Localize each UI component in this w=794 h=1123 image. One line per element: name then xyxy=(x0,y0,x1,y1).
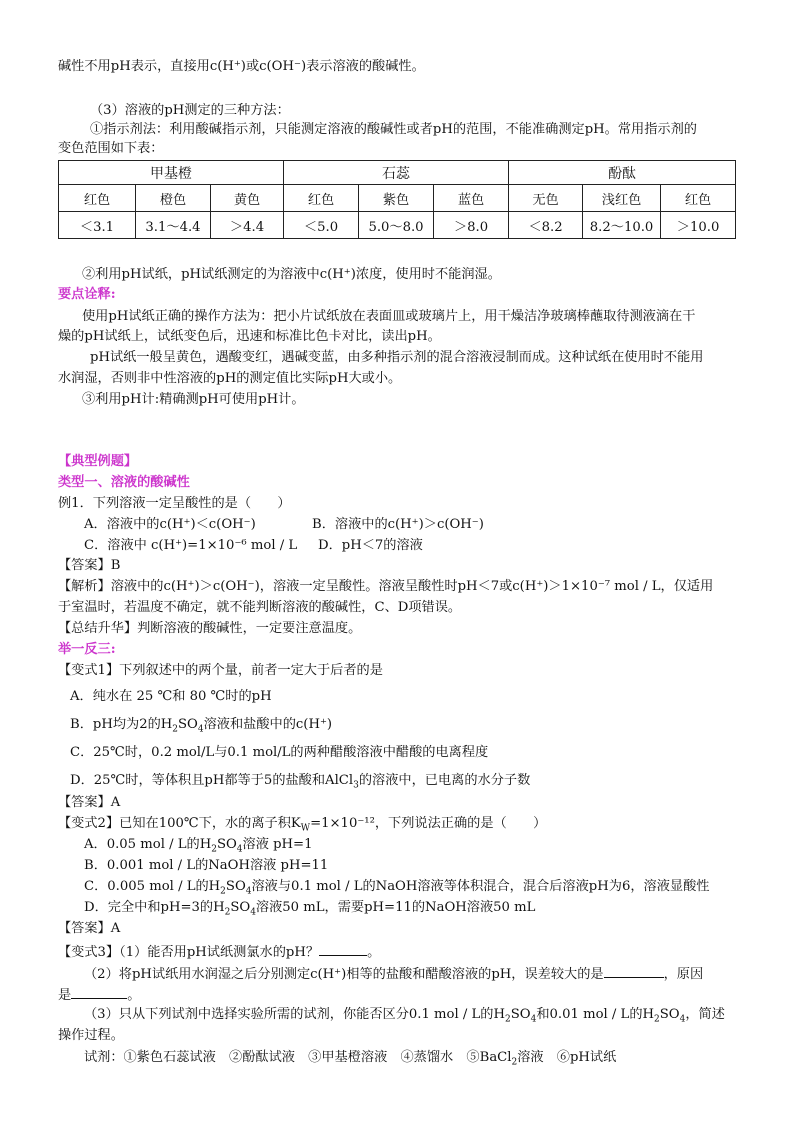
header-methyl-orange: 甲基橙 xyxy=(59,161,284,185)
summary-tag: 【总结升华】 xyxy=(58,621,138,636)
variant-1-option-c: C．25℃时，0.2 mol/L与0.1 mol/L的两种醋酸溶液中醋酸的电离程度 xyxy=(70,745,489,760)
ph-paper-line: ②利用pH试纸，pH试纸测定的为溶液中c(H⁺)浓度，使用时不能润湿。 xyxy=(82,267,501,282)
range-cell: ＞4.4 xyxy=(211,212,284,239)
variant-3-question-3: （3）只从下列试剂中选择实验所需的试剂，你能否区分0.1 mol / L的$H_2SO_4$和0.01 mol / L的$H_2SO_4$，简述 xyxy=(84,1007,725,1025)
range-cell: 5.0～8.0 xyxy=(359,212,434,239)
example-1-summary xyxy=(58,620,361,638)
key-points-label: 要点诠释: xyxy=(58,287,116,302)
range-cell: ＜3.1 xyxy=(59,212,136,239)
section-typical-examples: 【典型例题】 xyxy=(58,454,138,469)
example-1-analysis-2: 于室温时，若温度不确定，就不能判断溶液的酸碱性，C、D项错误。 xyxy=(58,600,462,615)
variant-2-option-a: A．0.05 mol / L的$H_2SO_4$溶液 pH=1 xyxy=(84,837,313,855)
example-1-option-c: C．溶液中 c(H⁺)=1×10⁻⁶ mol / L xyxy=(84,538,298,553)
variant-1-answer: 【答案】A xyxy=(58,795,121,810)
color-cell: 红色 xyxy=(59,185,136,212)
color-cell: 红色 xyxy=(661,185,736,212)
key-paragraph-2b: 水润湿，否则非中性溶液的pH的测定值比实际pH大或小。 xyxy=(58,371,402,386)
example-1-option-b: B．溶液中的c(H⁺)＞c(OH⁻) xyxy=(312,517,484,532)
color-cell: 蓝色 xyxy=(434,185,509,212)
color-cell: 紫色 xyxy=(359,185,434,212)
practice-heading: 举一反三: xyxy=(58,642,116,657)
example-1-option-a: A．溶液中的c(H⁺)＜c(OH⁻) xyxy=(84,517,256,532)
variant-1-option-a: A．纯水在 25 ℃和 80 ℃时的pH xyxy=(70,689,272,704)
variant-2-answer: 【答案】A xyxy=(58,921,121,936)
variant-2-option-b: B．0.001 mol / L的NaOH溶液 pH=11 xyxy=(84,858,329,873)
intro-line: 碱性不用pH表示，直接用c(H⁺)或c(OH⁻)表示溶液的酸碱性。 xyxy=(58,59,425,74)
range-cell: 8.2～10.0 xyxy=(583,212,661,239)
key-paragraph-1a: 使用pH试纸正确的操作方法为：把小片试纸放在表面皿或玻璃片上，用干燥洁净玻璃棒蘸取待测液滴在干 xyxy=(82,309,696,324)
variant-3-question-2-cont: 是 。 xyxy=(58,984,140,1005)
variant-2-question: 【变式2】已知在100℃下，水的离子积$K_W=1\times 10^{-12}$，下列说法正确的是（ ） xyxy=(58,816,547,834)
color-cell: 橙色 xyxy=(136,185,211,212)
answer-blank[interactable] xyxy=(71,984,127,999)
summary-text: 判断溶液的酸碱性，一定要注意温度。 xyxy=(137,621,362,636)
color-cell: 浅红色 xyxy=(583,185,661,212)
header-litmus: 石蕊 xyxy=(284,161,509,185)
example-1-answer: 【答案】B xyxy=(58,558,121,573)
range-cell: ＜8.2 xyxy=(509,212,583,239)
variant-1-option-b: B．pH均为2的$H_2SO_4$溶液和盐酸中的c(H⁺) xyxy=(70,717,333,735)
range-cell: ＜5.0 xyxy=(284,212,359,239)
type-one-heading: 类型一、溶液的酸碱性 xyxy=(58,475,190,490)
variant-3-question-2: （2）将pH试纸用水润湿之后分别测定c(H⁺)相等的盐酸和醋酸溶液的pH，误差较大的是 ，原因 xyxy=(84,963,703,984)
range-cell: ＞10.0 xyxy=(661,212,736,239)
indicator-line-1: ①指示剂法：利用酸碱指示剂，只能测定溶液的酸碱性或者pH的范围，不能准确测定pH。常用指示剂的 xyxy=(90,122,697,137)
variant-2-option-c: C．0.005 mol / L的$H_2SO_4$溶液与0.1 mol / L的NaOH溶液等体积混合，混合后溶液pH为6，溶液显酸性 xyxy=(84,879,710,897)
range-cell: 3.1～4.4 xyxy=(136,212,211,239)
color-cell: 黄色 xyxy=(211,185,284,212)
example-1-question: 例1．下列溶液一定呈酸性的是（ ） xyxy=(58,496,291,511)
variant-1-option-d: D．25℃时，等体积且pH都等于5的盐酸和AlCl$_3$的溶液中，已电离的水分子数 xyxy=(70,773,531,791)
key-paragraph-2a: pH试纸一般呈黄色，遇酸变红，遇碱变蓝，由多种指示剂的混合溶液浸制而成。这种试纸在使用时不能用 xyxy=(90,350,704,365)
example-1-option-d: D．pH＜7的溶液 xyxy=(318,538,423,553)
ph-meter-line: ③利用pH计:精确测pH可使用pH计。 xyxy=(82,392,305,407)
variant-3-question-1: 【变式3】（1）能否用pH试纸测氯水的pH？ 。 xyxy=(58,941,380,962)
header-phenolphthalein: 酚酞 xyxy=(509,161,736,185)
methods-heading: （3）溶液的pH测定的三种方法： xyxy=(90,103,290,118)
indicator-line-2: 变色范围如下表： xyxy=(58,141,164,156)
variant-1-question: 【变式1】下列叙述中的两个量，前者一定大于后者的是 xyxy=(58,663,383,678)
answer-blank[interactable] xyxy=(319,941,367,956)
answer-blank[interactable] xyxy=(604,963,664,978)
range-cell: ＞8.0 xyxy=(434,212,509,239)
key-paragraph-1b: 燥的pH试纸上，试纸变色后，迅速和标准比色卡对比，读出pH。 xyxy=(58,329,441,344)
color-cell: 无色 xyxy=(509,185,583,212)
indicator-table xyxy=(58,160,736,239)
variant-3-question-3-cont: 操作过程。 xyxy=(58,1028,124,1043)
color-cell: 红色 xyxy=(284,185,359,212)
variant-2-option-d: D．完全中和pH=3的$H_2SO_4$溶液50 mL，需要pH=11的NaOH溶液50 mL xyxy=(84,900,536,918)
variant-3-reagents: 试剂：①紫色石蕊试液 ②酚酞试液 ③甲基橙溶液 ④蒸馏水 ⑤BaCl$_2$溶液 ⑥pH试纸 xyxy=(84,1050,617,1068)
example-1-analysis-1: 【解析】溶液中的c(H⁺)＞c(OH⁻)，溶液一定呈酸性。溶液呈酸性时pH＜7或c(H⁺)＞1×10⁻⁷ mol / L，仅适用 xyxy=(58,579,714,594)
